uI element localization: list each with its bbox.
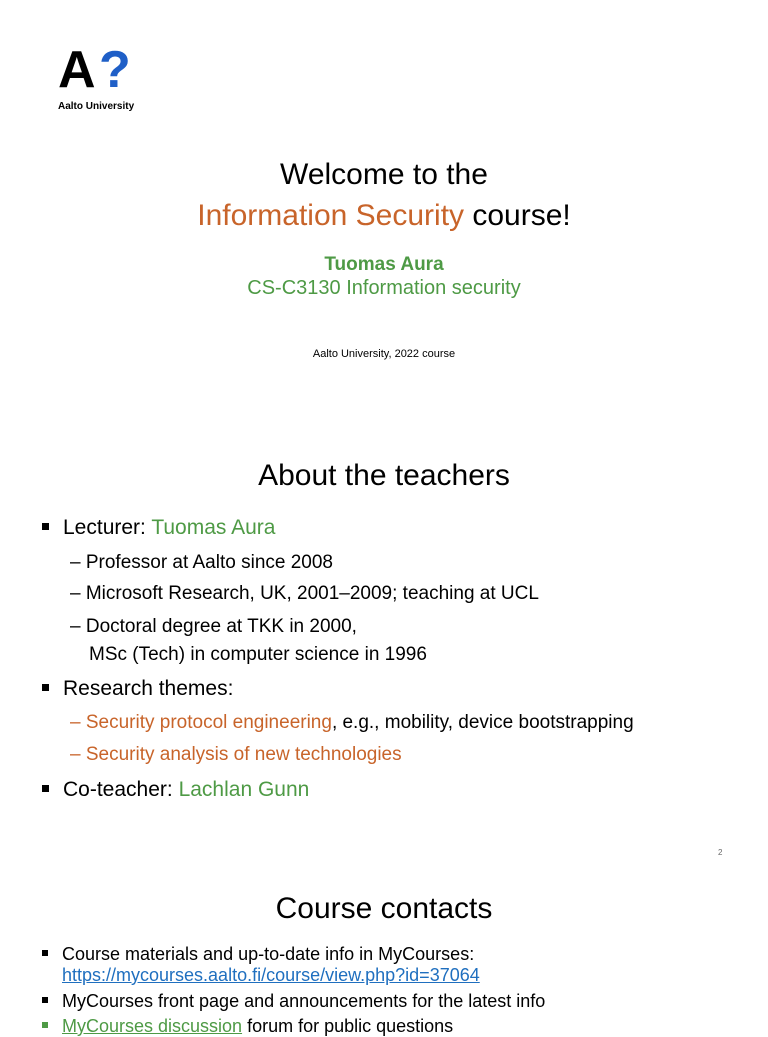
lecturer-label: Lecturer: [63,516,152,539]
sub-item-msc: MSc (Tech) in computer science in 1996 [89,644,427,665]
bullet-square-icon [42,785,49,792]
page-number: 2 [718,848,723,857]
bullet-square-icon [42,523,49,530]
slide1-title-line2 [0,198,768,234]
logo-text: Aalto University [58,101,135,112]
slide3-title: Course contacts [275,892,493,925]
sub-item-professor: – Professor at Aalto since 2008 [70,552,333,573]
contact-item-frontpage [42,990,545,1012]
bullet-square-icon [42,684,49,691]
course-code: CS-C3130 Information security [247,277,521,299]
research-item-analysis: – Security analysis of new technologies [70,744,402,765]
bullet-lecturer [42,515,275,541]
research-label: Research themes: [63,677,234,700]
sub-item-doctoral: – Doctoral degree at TKK in 2000, [70,616,357,637]
coteacher-name: Lachlan Gunn [178,778,310,801]
logo-mark-a: A [58,41,94,99]
title-rest: course! [464,199,571,232]
forum-text: forum for public questions [242,1016,454,1036]
slide2-title: About the teachers [258,459,510,492]
contact-item-forum [42,1015,453,1037]
title-highlight: Information Security [197,199,465,232]
mycourses-link[interactable]: https://mycourses.aalto.fi/course/view.php?id=37064 [62,965,480,985]
coteacher-label: Co-teacher: [63,778,179,801]
research-item-protocol [70,710,634,736]
lecturer-name: Tuomas Aura [151,516,276,539]
aalto-logo [58,41,140,114]
logo-mark-question: ? [99,41,131,99]
bullet-coteacher [42,777,309,803]
frontpage-text: MyCourses front page and announcements for the latest info [62,991,546,1011]
materials-text: Course materials and up-to-date info in MyCourses: [62,944,475,964]
slide1-title-line1: Welcome to the [280,158,488,191]
research1-highlight: – Security protocol engineering [70,712,332,733]
sub-item-microsoft: – Microsoft Research, UK, 2001–2009; teaching at UCL [70,583,539,604]
bullet-square-icon [42,1022,48,1028]
contact-item-materials [42,943,474,965]
author-name: Tuomas Aura [324,254,444,275]
bullet-research [42,676,233,702]
forum-link[interactable]: MyCourses discussion [62,1016,243,1036]
research1-rest: , e.g., mobility, device bootstrapping [331,712,634,733]
slide1-footer: Aalto University, 2022 course [312,348,456,360]
bullet-square-icon [42,950,48,956]
bullet-square-icon [42,997,48,1003]
